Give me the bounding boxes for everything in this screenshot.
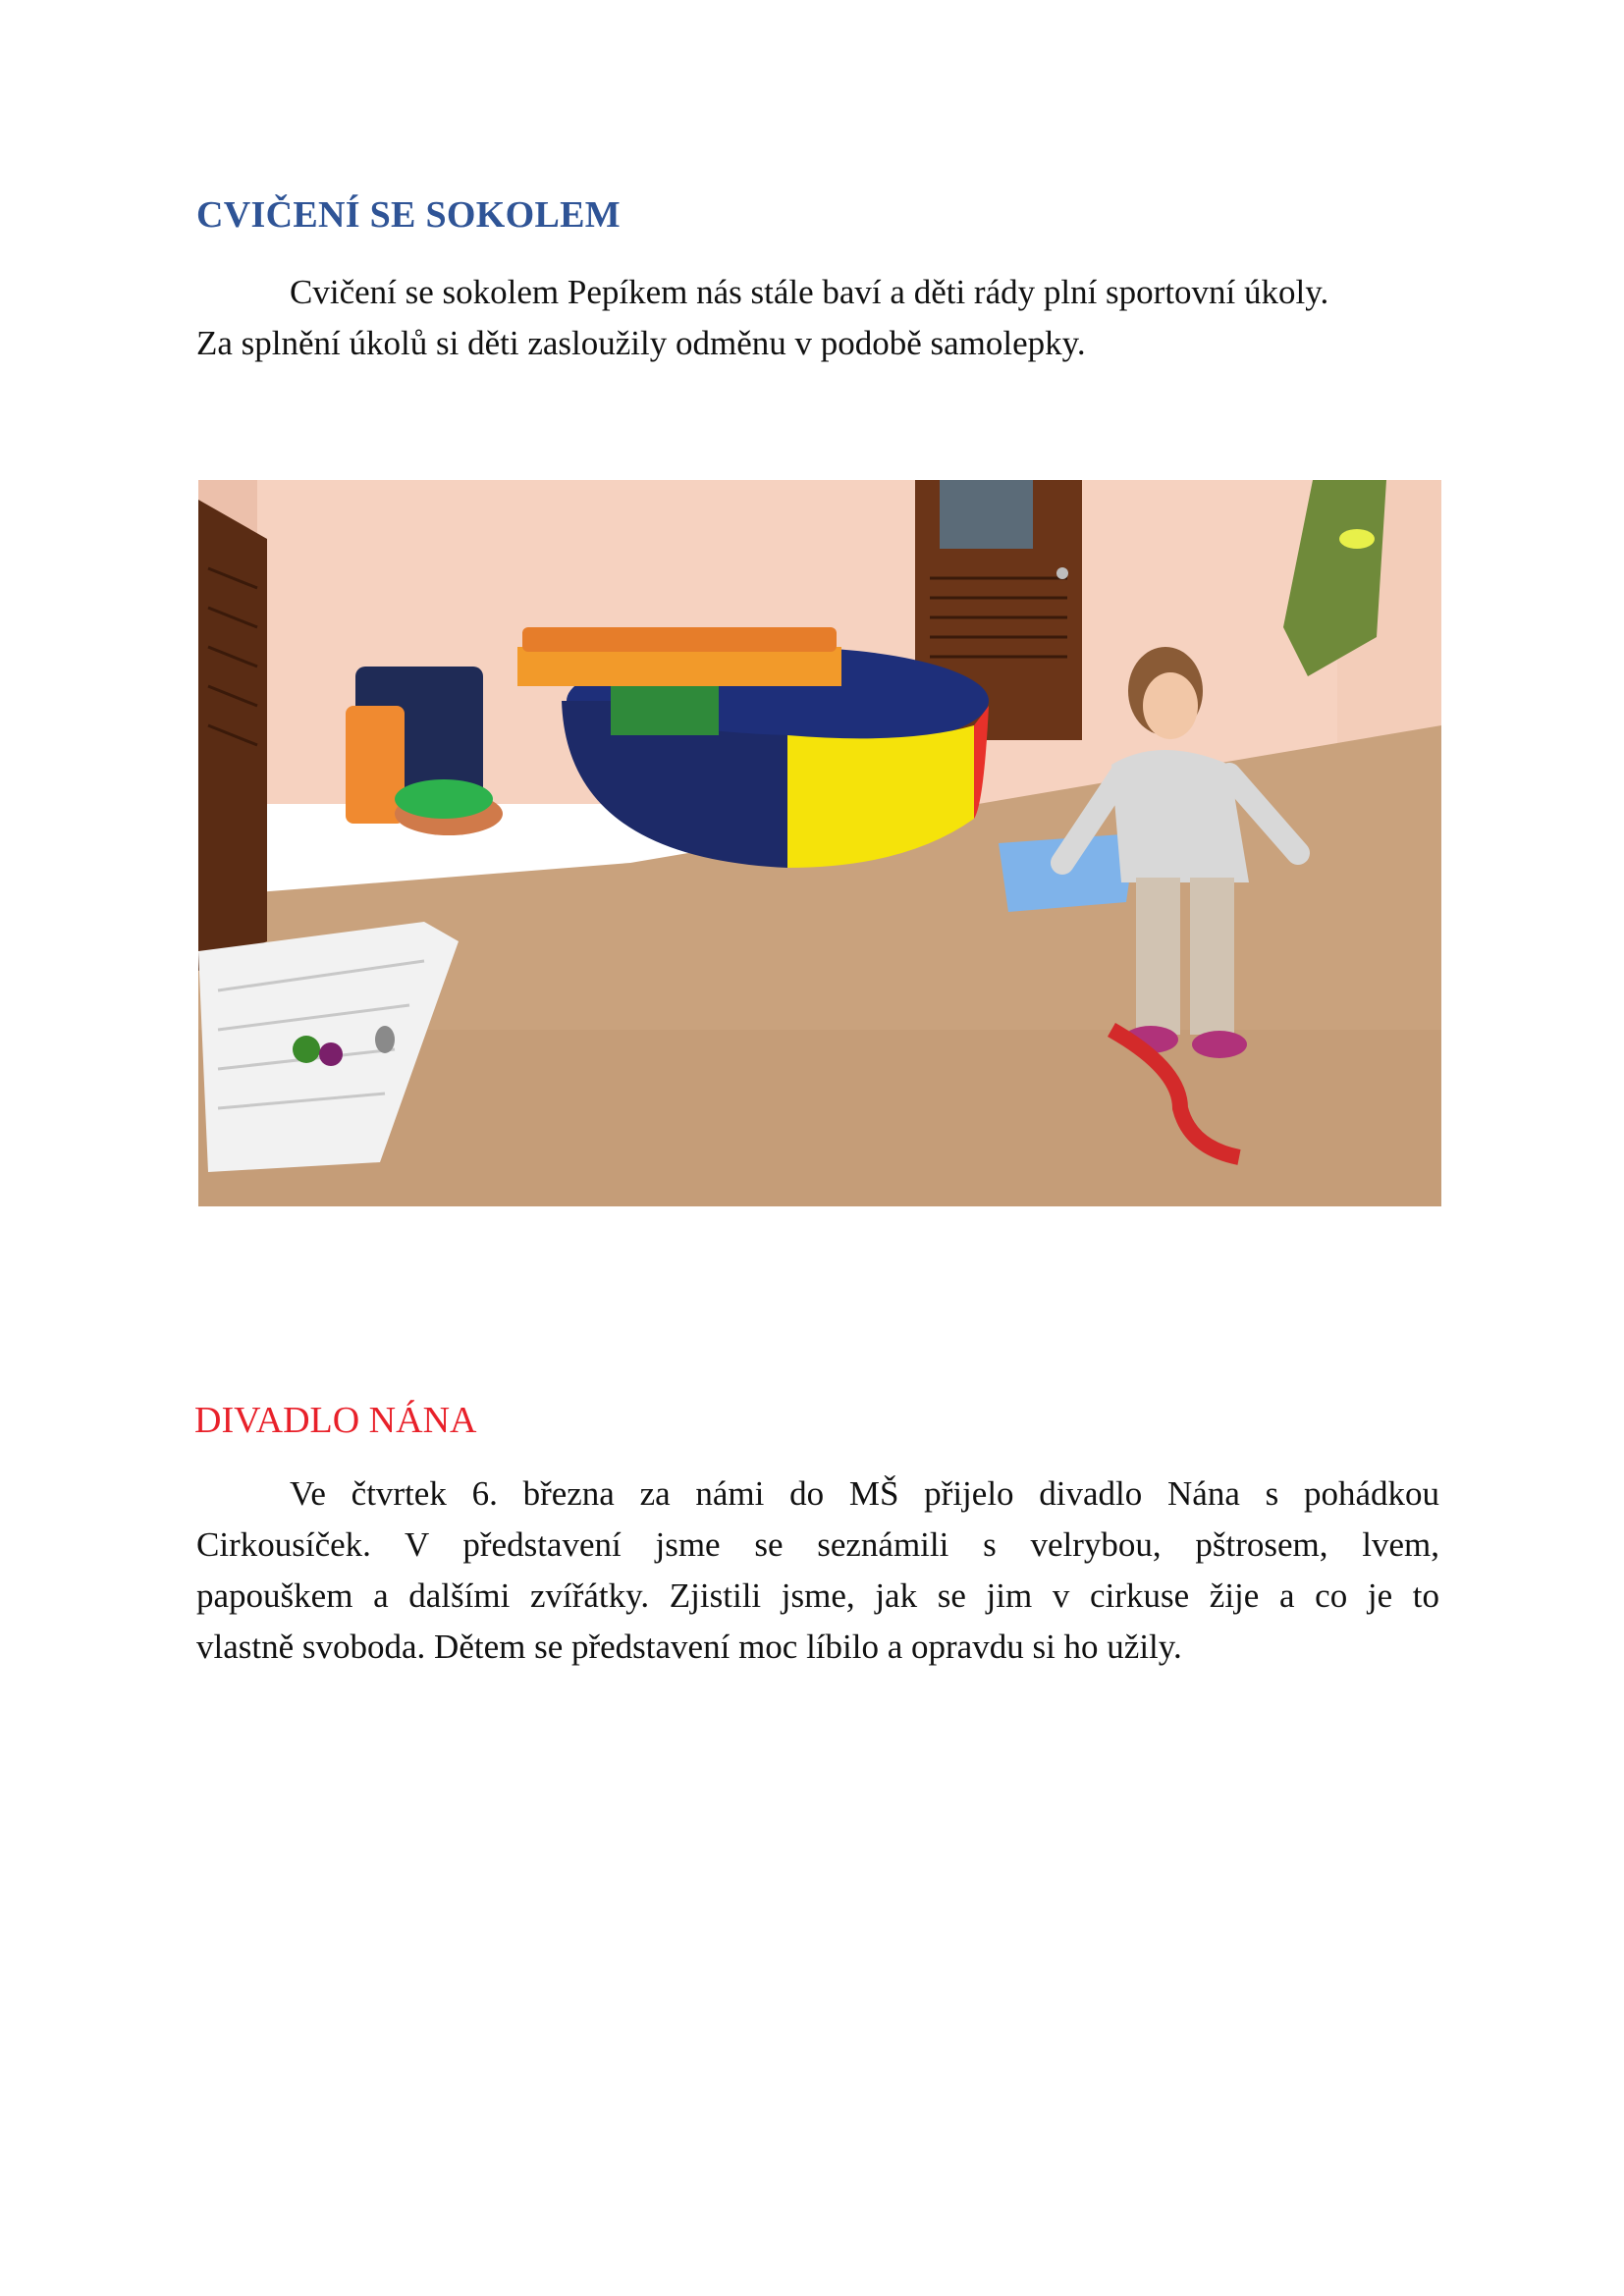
paragraph-line: papouškem a dalšími zvířátky. Zjistili jsme, jak se jim v cirkuse žije a co je to (196, 1576, 1439, 1615)
paragraph-cviceni (196, 267, 1439, 369)
paragraph-divadlo (196, 1468, 1439, 1673)
paragraph-line: vlastně svoboda. Dětem se představení moc líbilo a opravdu si ho užily. (196, 1628, 1182, 1666)
paragraph-line: Za splnění úkolů si děti zasloužily odměnu v podobě samolepky. (196, 324, 1086, 362)
paragraph-line: Ve čtvrtek 6. března za námi do MŠ přijelo divadlo Nána s pohádkou (290, 1474, 1439, 1513)
photo-illustration (198, 480, 1441, 1206)
section-title-divadlo: DIVADLO NÁNA (194, 1400, 477, 1441)
photo-child-playroom (198, 480, 1441, 1206)
section-title-cviceni: CVIČENÍ SE SOKOLEM (196, 194, 621, 236)
paragraph-line: Cirkousíček. V představení jsme se seznámili s velrybou, pštrosem, lvem, (196, 1525, 1439, 1564)
paragraph-line: Cvičení se sokolem Pepíkem nás stále baví a děti rády plní sportovní úkoly. (290, 273, 1329, 311)
